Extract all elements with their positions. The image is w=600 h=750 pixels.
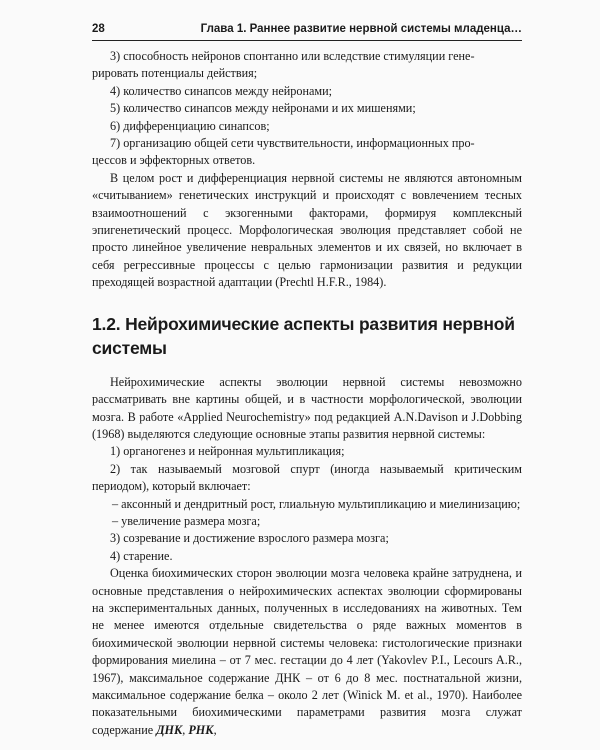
list-item-7b: цессов и эффекторных ответов. (92, 153, 256, 168)
stage-3: 3) созревание и достижение взрослого размера мозга; (110, 531, 389, 546)
paragraph-evaluation-text: Оценка биохимических сторон эволюции мозга человека крайне затруднена, и основные представления о нейрохимических аспектах эволюции сформированы на экспериментальных данных, полученных в исследованиях на животных. Тем не менее имеются отдельные свидетельства о ряде важных моментов в биохимической эволюции нервной системы человека: гистологические признаки формирования миелина – от 7 мес. гестации до 4 лет (Yakovlev P.I., Lecours A.R., 1967), максимальное содержание ДНК – от 6 до 8 мес. постнатальной жизни, максимальное содержание белка – около 2 лет (Winick M. et al., 1970). Наиболее показательными биохимическими параметрами развития мозга служат содержание (92, 566, 522, 737)
term-tail: , (213, 722, 217, 737)
chapter-title: Глава 1. Раннее развитие нервной системы младенца… (200, 23, 522, 35)
stage-2-sub-2: – увеличение размера мозга; (112, 513, 261, 528)
list-item-7a: 7) организацию общей сети чувствительности, информационных про- (110, 136, 475, 151)
dna-term: ДНК (156, 722, 183, 737)
list-item-5: 5) количество синапсов между нейронами и их мишенями; (110, 101, 416, 116)
paragraph-growth: В целом рост и дифференциация нервной системы не являются автономным «считыванием» генетических инструкций и происходят с вовлечением тесных взаимоотношений с экзогенными факторами, формируя комплексный эпигенетический процесс. Морфологическая эволюция представляет собой не просто линейное увеличение невральных элементов и их связей, но включает в себя регрессивные процессы с целью гармонизации развития и редукции преходящей возрастной адаптации (Prechtl H.F.R., 1984). (92, 170, 522, 290)
section-heading (92, 312, 522, 360)
list-item-3b: рировать потенциалы действия; (92, 66, 258, 81)
body-text (92, 48, 522, 739)
section-number: 1.2. (92, 313, 121, 334)
paragraph-evaluation (92, 565, 522, 739)
rna-term: РНК (188, 722, 214, 737)
term-separator: , (182, 722, 189, 737)
list-item-3a: 3) способность нейронов спонтанно или вследствие стимуляции гене- (110, 49, 475, 63)
stage-4: 4) старение. (110, 548, 173, 563)
stage-1: 1) органогенез и нейронная мультипликация; (110, 444, 345, 459)
list-item-6: 6) дифференциацию синапсов; (110, 118, 270, 133)
section-title: Нейрохимические аспекты развития нервной системы (92, 313, 515, 358)
page-number: 28 (92, 23, 105, 35)
running-header (92, 22, 522, 41)
list-item-4: 4) количество синапсов между нейронами; (110, 83, 333, 98)
stage-2: 2) так называемый мозговой спурт (иногда называемый критическим периодом), который включает: (92, 461, 522, 494)
paragraph-neurochemistry: Нейрохимические аспекты эволюции нервной системы невозможно рассматривать вне картины общей, и в частности морфологической, эволюции мозга. В работе «Applied Neurochemistry» под редакцией A.N.Davison и J.Dobbing (1968) выделяются следующие основные этапы развития нервной системы: (92, 374, 522, 441)
stage-2-sub-1: – аксонный и дендритный рост, глиальную мультипликацию и миелинизацию; (112, 496, 521, 511)
